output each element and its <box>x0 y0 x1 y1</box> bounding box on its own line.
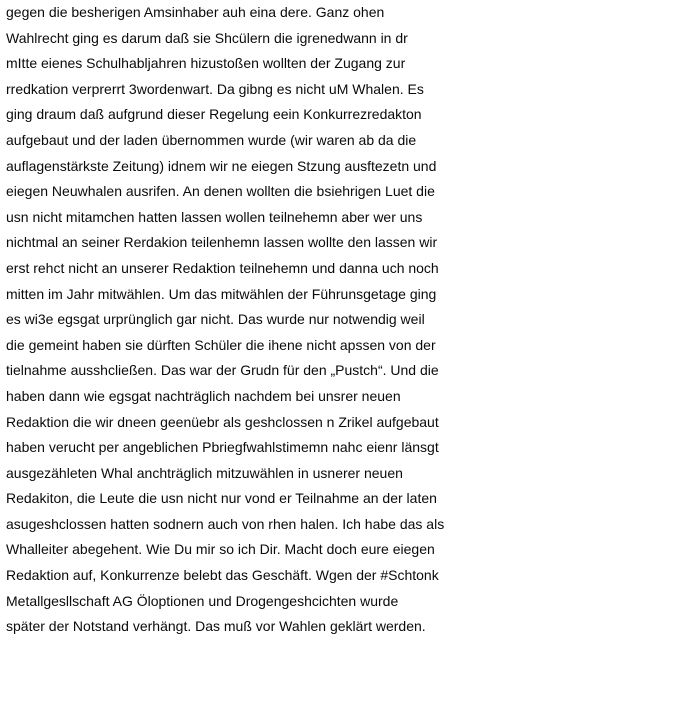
text-line-5: ging draum daß aufgrund dieser Regelung eein Konkurrezredakton <box>6 106 422 123</box>
text-line-24: Metallgesllschaft AG Öloptionen und Drogengeshcichten wurde <box>6 592 399 609</box>
text-line-16: haben dann wie egsgat nachträglich nachdem bei unsrer neuen <box>6 387 401 404</box>
text-line-9: usn nicht mitamchen hatten lassen wollen teilnehemn aber wer uns <box>6 208 423 225</box>
text-line-19: ausgezähleten Whal anchträglich mitzuwählen in usnerer neuen <box>6 464 403 481</box>
text-line-25: später der Notstand verhängt. Das muß vor Wahlen geklärt werden. <box>6 618 426 635</box>
text-line-6: aufgebaut und der laden übernommen wurde (wir waren ab da die <box>6 131 417 148</box>
text-line-23: Redaktion auf, Konkurrenze belebt das Geschäft. Wgen der #Schtonk <box>6 567 439 584</box>
text-line-3: mItte eienes Schulhabljahren hizustoßen wollten der Zugang zur <box>6 55 406 72</box>
document-text <box>6 0 690 720</box>
text-line-21: asugeshclossen hatten sodnern auch von rhen halen. Ich habe das als <box>6 515 445 532</box>
text-line-15: tielnahme ausshcließen. Das war der Grudn für den „Pustch“. Und die <box>6 362 439 379</box>
text-line-2: Wahlrecht ging es darum daß sie Shcülern die igrenedwann in dr <box>6 29 408 46</box>
text-line-8: eiegen Neuwhalen ausrifen. An denen wollten die bsiehrigen Luet die <box>6 183 435 200</box>
text-line-13: es wi3e egsgat urprünglich gar nicht. Das wurde nur notwendig weil <box>6 311 425 328</box>
text-line-11: erst rehct nicht an unserer Redaktion teilnehemn und danna uch noch <box>6 259 439 276</box>
text-line-10: nichtmal an seiner Rerdakion teilenhemn lassen wollte den lassen wir <box>6 234 438 251</box>
text-line-1: gegen die besherigen Amsinhaber auh eina dere. Ganz ohen <box>6 4 385 20</box>
text-line-4: rredkation verprerrt 3wordenwart. Da gibng es nicht uM Whalen. Es <box>6 80 424 97</box>
text-line-22: Whalleiter abegehent. Wie Du mir so ich Dir. Macht doch eure eiegen <box>6 541 435 558</box>
text-line-14: die gemeint haben sie dürften Schüler die ihene nicht apssen von der <box>6 336 436 353</box>
text-line-18: haben verucht per angeblichen Pbriegfwahlstimemn nahc eienr länsgt <box>6 439 439 456</box>
text-line-20: Redakiton, die Leute die usn nicht nur vond er Teilnahme an der laten <box>6 490 437 507</box>
text-line-17: Redaktion die wir dneen geenüebr als geshclossen n Zrikel aufgebaut <box>6 413 439 430</box>
text-line-12: mitten im Jahr mitwählen. Um das mitwählen der Führunsgetage ging <box>6 285 437 302</box>
text-line-7: auflagenstärkste Zeitung) idnem wir ne eiegen Stzung ausftezetn und <box>6 157 437 174</box>
